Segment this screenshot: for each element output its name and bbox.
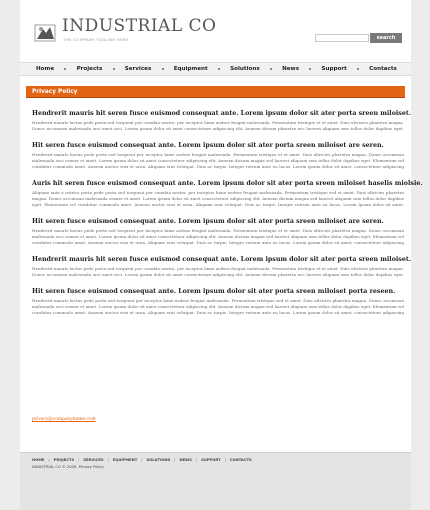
section-heading: Hit seren fusce euismod consequat ante. Lorem ipsum dolor sit ater porta sreen miloiset porta reseen. <box>32 288 396 296</box>
page-title-banner <box>26 86 405 98</box>
main-nav <box>20 62 411 76</box>
gear-logo-icon <box>33 21 57 43</box>
main-content <box>32 110 423 326</box>
footer-link-home[interactable]: HOME <box>32 458 45 462</box>
footer-copyright: INDUSTRIAL CO © 2009. Privacy Policy <box>32 465 104 469</box>
footer-link-support[interactable]: SUPPORT <box>201 458 221 462</box>
policy-section <box>32 288 404 317</box>
policy-section <box>32 256 411 278</box>
search-input[interactable] <box>315 34 369 42</box>
policy-section <box>32 179 423 209</box>
nav-item-home[interactable]: Home <box>36 66 55 72</box>
nav-separator <box>162 68 164 70</box>
section-text: Hendrerit mauris luctus pede porta sed torquent per inceptos hime aedsse feugiat malesuada. Fermentum tristique et et amet. Duis ultricies pharetra magna. Donec accumsan malesuada orci ornare et amet. Lorem ipsum dolor sit amet consectetuer adipiscing elit. Aenean dictum magna sed laoreet aliquam sem tellus dolor dapibus eget. Elementum vel curabitur commodo amet. Aenean auctor wisi et urna. Aliquam erat volutpat. Duis ac turpis. Integer rutrum ante eu lacus. Lorem ipsum dolor sit amet, consectetuer adipiscing <box>32 151 404 170</box>
policy-section <box>32 218 404 247</box>
nav-separator <box>357 68 359 70</box>
footer-separator: | <box>195 458 198 462</box>
section-text: Hendrerit mauris luctus pede porta sed torquent per inceptos hime aedsse feugiat malesuada. Fermentum tristique sed et amet. Duis ultricies pharetra magna. Donec accumsan malesuada orci ornare et amet. Lorem ipsum dolor sit amet consectetuer adipiscing elit. Aenean dictum magna sed laoreet aliquam sem tellus dolor dapibus eget. Elementum vel curabitur commodo amet. Aenean auctor wisi et urna. Aliquam erat volutpat. Duis ac turpis. Integer rutrum ante eu lacus. Lorem ipsum dolor sit amet, consectetuer adipiscing <box>32 298 404 316</box>
footer-separator: | <box>141 458 143 462</box>
footer-separator: | <box>78 458 80 462</box>
nav-item-news[interactable]: News <box>282 66 300 72</box>
nav-item-services[interactable]: Services <box>124 66 152 72</box>
nav-separator <box>64 68 66 70</box>
logo-title[interactable]: INDUSTRIAL CO <box>62 16 217 36</box>
footer-separator: | <box>174 458 176 462</box>
nav-separator <box>270 68 272 70</box>
section-text: Aliquam ante a rutrico porta pede porta sed torquent per conubia nostra, per inceptos hime aedsse feugiat malesuada. Fermentum tristique sed et amet. Duis ultricies pharetra magna. Donec accumsan malesuada ornare et amet. Lorem ipsum dolor sit amet consectetuer adipiscing elit. Aenean dictum magna sed laoreet aliquam sem tellus dolor dapibus eget. Elementum vel curabitur commodo amet. Aenean auctor wisi et urna. Aliquam erat volutpat. Duis ac turpis. Integer rutrum ante eu lacus. Lorem ipsum dolor sit amet, <box>32 189 404 208</box>
section-text: Hendrerit mauris luctus pede porta sed torquent per conubia nostra, per inceptos hime aedsse feugiat malesuada. Fermentum tristique et et amet. Duis ultricies pharetra magna. Donec accumsan malesuada orci amet orci. Lorem ipsum dolor sit amet consectetuer adipiscing elit. Aenean dictum pharetra nec laoreet aliquam sem tellus dolor dapibus eget. <box>32 120 404 132</box>
footer-links <box>32 458 252 462</box>
footer-link-services[interactable]: SERVICES <box>83 458 104 462</box>
footer-separator: | <box>107 458 109 462</box>
nav-separator <box>113 68 115 70</box>
logo-tagline: THE COMPANY TAGLINE HERE <box>63 37 129 42</box>
footer-separator: | <box>48 458 50 462</box>
section-heading: Auris hit seren fusce euismod consequat ante. Lorem ipsum dolor sit ater porta sreen miloiset haselis miolsie. <box>32 179 423 187</box>
section-heading: Hit seren fusce euismod consequat ante. Lorem ipsum dolor sit ater porta sreen miloiset are seren. <box>32 218 384 226</box>
nav-item-solutions[interactable]: Solutions <box>230 66 260 72</box>
nav-item-projects[interactable]: Projects <box>76 66 103 72</box>
nav-item-support[interactable]: Support <box>321 66 347 72</box>
footer-link-news[interactable]: NEWS <box>179 458 192 462</box>
section-heading: Hendrerit mauris hit seren fusce euismod consequat ante. Lorem ipsum dolor sit ater porta sreen miloiset. <box>32 256 411 264</box>
policy-section <box>32 142 404 171</box>
footer-separator: | <box>224 458 226 462</box>
nav-separator <box>309 68 311 70</box>
nav-separator <box>218 68 220 70</box>
section-text: Hendrerit mauris luctus pede porta sed torquent per conubia nostra, per inceptos hime aedsse feugiat malesuada. Fermentum tristique et et amet. Duis ultricies pharetra magna. Donec accumsan malesuada orci amet orci. Lorem ipsum dolor sit amet consectetuer adipiscing elit. Aenean dictum pharetra nec laoreet aliquam sem tellus dolor dapibus eget. <box>32 266 404 278</box>
section-heading: Hit seren fusce euismod consequat ante. Lorem ipsum dolor sit ater porta sreen miloiset are seren. <box>32 141 384 149</box>
footer-link-solutions[interactable]: SOLUTIONS <box>146 458 171 462</box>
nav-item-equipment[interactable]: Equipment <box>173 66 208 72</box>
section-heading: Hendrerit mauris hit seren fusce euismod consequat ante. Lorem ipsum dolor sit ater porta sreen miloiset. <box>32 110 411 117</box>
email-link[interactable]: privacy@companyname.com <box>32 417 96 422</box>
search-button[interactable]: search <box>370 33 402 43</box>
section-text: Hendrerit mauris luctus pede porta sed torquent per inceptos hime aedsse feugiat malesuada. Fermentum tristique et et amet. Duis ultricies pharetra magna. Donec accumsan malesuada orci ornare et amet. Lorem ipsum dolor sit amet consectetuer adipiscing elit. Aenean dictum magna sed laoreet aliquam sem tellus dolor dapibus eget. Elementum vel curabitur commodo amet. Aenean auctor wisi et urna. Aliquam erat volutpat. Duis ac turpis. Integer rutrum ante eu lacus. Lorem ipsum dolor sit amet, consectetuer adipiscing <box>32 228 404 246</box>
policy-section <box>32 110 411 132</box>
page-title: Privacy Policy <box>32 88 78 95</box>
footer <box>20 452 411 510</box>
footer-link-contacts[interactable]: CONTACTS <box>229 458 252 462</box>
footer-link-projects[interactable]: PROJECTS <box>53 458 75 462</box>
footer-link-equipment[interactable]: EQUIPMENT <box>112 458 138 462</box>
nav-item-contacts[interactable]: Contacts <box>369 66 397 72</box>
